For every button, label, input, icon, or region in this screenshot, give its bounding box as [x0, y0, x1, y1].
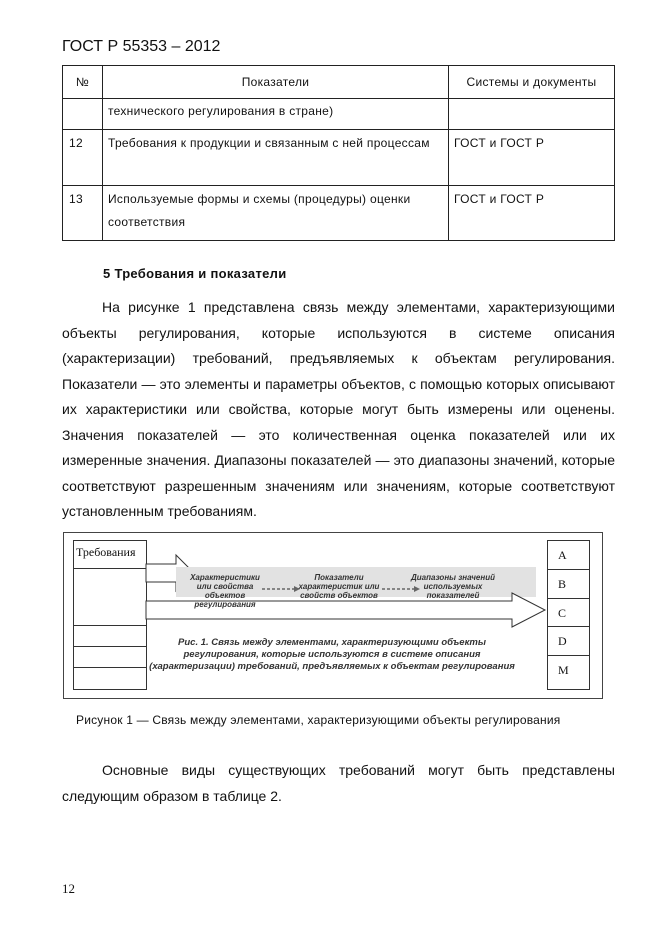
box-characteristics: Характеристики или свойства объектов регулирования: [190, 573, 260, 609]
table-cell-indicator: Используемые формы и схемы (процедуры) оценки соответствия: [103, 186, 449, 241]
object-label: M: [558, 663, 569, 678]
table-cell-systems: ГОСТ и ГОСТ Р: [449, 130, 615, 186]
table-row: [63, 186, 615, 241]
section-paragraph: На рисунке 1 представлена связь между элементами, характеризующими объекты регулирования, которые используются в системе описания (характеризации) требований, предъявляемых к объектам регулирования. Показатели — это элементы и параметры объектов, с помощью которых описывают их характеристики или свойства, которые могут быть измерены или оценены. Значения показателей — это количественная оценка показателей или их измеренные значения. Диапазоны показателей — это диапазоны значений, которые соответствуют разрешенным значениям или значениям, которые соответствуют установленным требованиям.: [62, 299, 615, 519]
table-cell-indicator: Требования к продукции и связанным с ней процессам: [103, 130, 449, 186]
column-header-indicators: Показатели: [103, 66, 449, 99]
figure-caption: Рисунок 1 — Связь между элементами, характеризующими объекты регулирования: [76, 713, 561, 727]
box-value-ranges: Диапазоны значений используемых показателей: [411, 573, 495, 600]
table-header-row: [63, 66, 615, 99]
table-cell-indicator: технического регулирования в стране): [103, 99, 449, 130]
table-row: [63, 99, 615, 130]
table-cell-systems: [449, 99, 615, 130]
requirements-label: Требования: [76, 545, 136, 559]
object-label: C: [548, 599, 589, 628]
object-label: A: [548, 541, 589, 570]
table-cell-number: 13: [63, 186, 103, 241]
figure-inner-caption: Рис. 1. Связь между элементами, характеризующими объекты регулирования, которые используются в системе описания (характеризации) требований, предъявляемых к объектам регулирования: [149, 637, 515, 672]
table-row: [63, 130, 615, 186]
objects-column: [547, 540, 590, 690]
object-label: B: [548, 570, 589, 599]
column-header-systems: Системы и документы: [449, 66, 615, 99]
box-indicators: Показатели характеристик или свойств объектов: [298, 573, 380, 600]
section-heading: 5 Требования и показатели: [103, 266, 287, 281]
flow-arrows: [64, 533, 602, 698]
closing-paragraph: Основные виды существующих требований могут быть представлены следующим образом в таблице 2.: [62, 762, 615, 804]
figure-diagram: [63, 532, 603, 699]
object-label: D: [548, 627, 589, 656]
document-header: ГОСТ Р 55353 – 2012: [62, 38, 221, 55]
page-number: 12: [62, 881, 75, 896]
column-header-number: №: [63, 66, 103, 99]
indicators-table: [62, 65, 615, 241]
table-cell-number: 12: [63, 130, 103, 186]
table-cell-number: [63, 99, 103, 130]
table-cell-systems: ГОСТ и ГОСТ Р: [449, 186, 615, 241]
